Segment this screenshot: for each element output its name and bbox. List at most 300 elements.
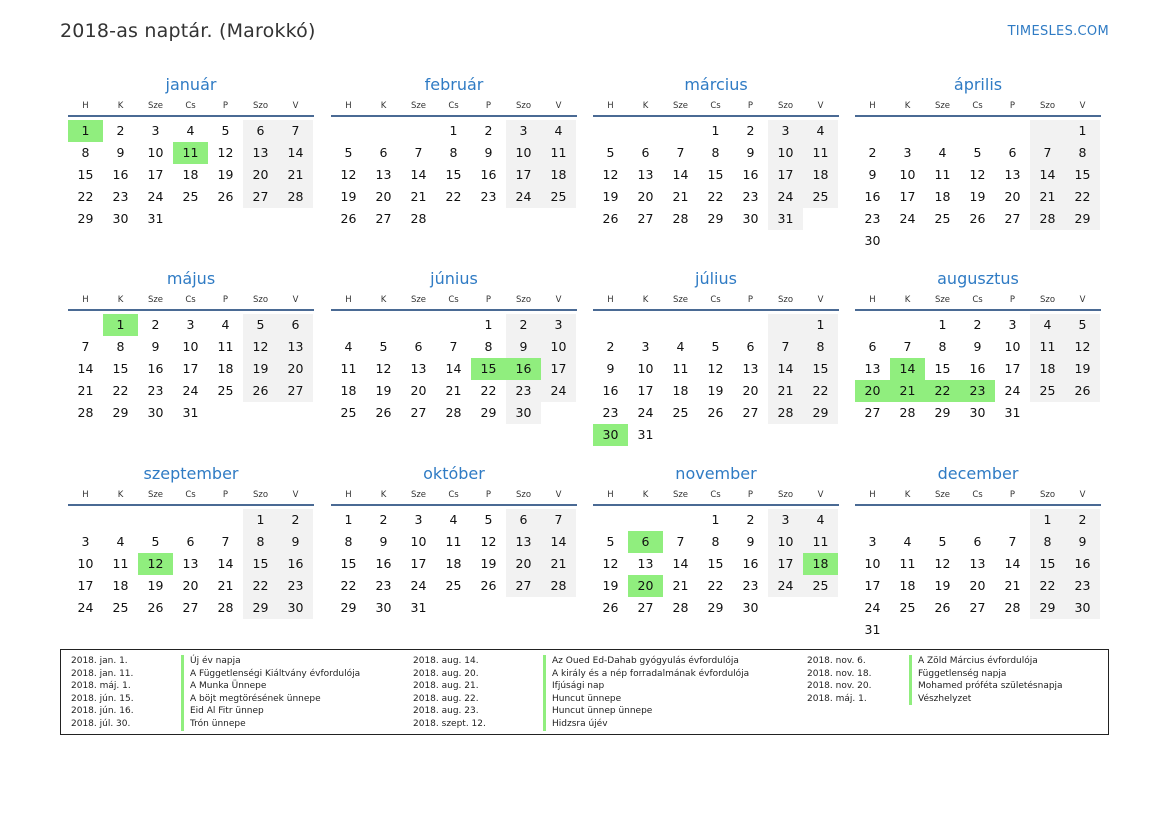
day-cell: 13 — [637, 556, 654, 571]
holiday-row — [413, 668, 749, 681]
day-cell: 9 — [379, 534, 388, 549]
day-cell: 18 — [182, 167, 199, 182]
month-name: október — [423, 464, 485, 483]
empty-day-cell — [960, 230, 995, 252]
day-cell: 2 — [868, 145, 877, 160]
day-cell: 22 — [340, 578, 357, 593]
day-cell: 30 — [506, 402, 541, 424]
day-cell: 13 — [410, 361, 427, 376]
weekday-label: Szo — [777, 490, 794, 500]
day-cell: 21 — [541, 553, 576, 575]
weekday-label: Cs — [972, 295, 983, 305]
day-cell: 8 — [484, 339, 493, 354]
weekday-header — [331, 486, 577, 506]
day-cell: 19 — [1065, 358, 1100, 380]
empty-day-cell — [925, 619, 960, 641]
day-cell: 12 — [1065, 336, 1100, 358]
empty-day-cell — [278, 208, 313, 230]
empty-day-cell — [138, 509, 173, 531]
day-cell: 10 — [506, 142, 541, 164]
weekday-label: H — [869, 101, 876, 111]
empty-day-cell — [698, 314, 733, 336]
weekday-label: V — [1079, 101, 1086, 111]
day-cell: 7 — [221, 534, 230, 549]
day-cell: 20 — [742, 383, 759, 398]
day-cell: 26 — [375, 405, 392, 420]
day-cell: 20 — [969, 578, 986, 593]
day-cell: 29 — [803, 402, 838, 424]
empty-day-cell — [890, 619, 925, 641]
day-cell: 17 — [506, 164, 541, 186]
day-cell: 25 — [182, 189, 199, 204]
weekday-label: K — [904, 490, 911, 500]
day-cell: 25 — [340, 405, 357, 420]
weekday-label: H — [82, 101, 89, 111]
day-cell: 3 — [1008, 317, 1017, 332]
weekday-label: Szo — [252, 490, 269, 500]
day-cell: 5 — [711, 339, 720, 354]
day-cell: 29 — [340, 600, 357, 615]
empty-day-cell — [628, 509, 663, 531]
weekday-label: K — [117, 101, 124, 111]
day-cell: 18 — [899, 578, 916, 593]
weekday-header — [68, 291, 314, 311]
day-grid — [68, 311, 314, 424]
weekday-label: H — [607, 101, 614, 111]
holiday-name: Trón ünnepe — [181, 718, 246, 731]
weekday-label: V — [292, 101, 299, 111]
day-cell: 5 — [973, 145, 982, 160]
day-cell: 16 — [480, 167, 497, 182]
day-cell: 26 — [217, 189, 234, 204]
day-cell: 25 — [899, 600, 916, 615]
day-cell: 3 — [541, 314, 576, 336]
weekday-label: V — [817, 101, 824, 111]
day-cell: 11 — [541, 142, 576, 164]
day-cell: 16 — [742, 556, 759, 571]
holiday-date: 2018. máj. 1. — [807, 693, 867, 704]
day-cell: 14 — [77, 361, 94, 376]
day-cell: 20 — [375, 189, 392, 204]
month-name: június — [430, 269, 478, 288]
day-cell: 29 — [707, 600, 724, 615]
empty-day-cell — [103, 509, 138, 531]
day-cell: 21 — [768, 380, 803, 402]
month-9 — [68, 463, 314, 619]
empty-day-cell — [1065, 619, 1100, 641]
day-cell: 1 — [938, 317, 947, 332]
day-cell: 6 — [278, 314, 313, 336]
day-cell: 26 — [147, 600, 164, 615]
weekday-label: K — [642, 295, 649, 305]
day-cell: 12 — [340, 167, 357, 182]
holiday-name: A Függetlenségi Kiáltvány évfordulója — [181, 668, 360, 681]
day-cell: 20 — [182, 578, 199, 593]
weekday-label: Szo — [252, 101, 269, 111]
holiday-date: 2018. nov. 18. — [807, 668, 872, 679]
empty-day-cell — [995, 509, 1030, 531]
day-cell: 12 — [934, 556, 951, 571]
month-5 — [68, 268, 314, 424]
weekday-label: Szo — [1039, 295, 1056, 305]
day-cell: 12 — [217, 145, 234, 160]
holiday-date: 2018. aug. 20. — [413, 668, 479, 679]
weekday-label: H — [345, 101, 352, 111]
month-name: február — [424, 75, 484, 94]
empty-day-cell — [208, 402, 243, 424]
day-cell: 7 — [541, 509, 576, 531]
empty-day-cell — [803, 597, 838, 619]
day-cell: 2 — [151, 317, 160, 332]
holiday-name: Huncut ünnepe — [543, 693, 621, 706]
holiday-list — [60, 649, 1109, 735]
day-cell: 2 — [484, 123, 493, 138]
day-cell: 9 — [606, 361, 615, 376]
day-cell: 5 — [221, 123, 230, 138]
day-cell: 4 — [903, 534, 912, 549]
empty-day-cell — [663, 509, 698, 531]
empty-day-cell — [1065, 230, 1100, 252]
weekday-header — [68, 486, 314, 506]
day-cell: 10 — [864, 556, 881, 571]
empty-day-cell — [331, 314, 366, 336]
day-cell: 22 — [803, 380, 838, 402]
brand-link[interactable]: TIMESLES.COM — [1007, 24, 1109, 39]
day-cell: 25 — [803, 575, 838, 597]
weekday-label: Cs — [710, 101, 721, 111]
day-cell: 22 — [925, 380, 960, 402]
day-cell: 11 — [173, 142, 208, 164]
empty-day-cell — [960, 120, 995, 142]
day-cell: 2 — [973, 317, 982, 332]
day-cell: 17 — [182, 361, 199, 376]
empty-day-cell — [68, 314, 103, 336]
day-cell: 8 — [1030, 531, 1065, 553]
day-cell: 5 — [151, 534, 160, 549]
day-cell: 16 — [278, 553, 313, 575]
empty-day-cell — [541, 208, 576, 230]
day-cell: 28 — [445, 405, 462, 420]
empty-day-cell — [541, 597, 576, 619]
day-cell: 3 — [768, 120, 803, 142]
day-cell: 15 — [445, 167, 462, 182]
empty-day-cell — [960, 509, 995, 531]
empty-day-cell — [803, 208, 838, 230]
day-cell: 27 — [864, 405, 881, 420]
empty-day-cell — [890, 120, 925, 142]
month-name: augusztus — [937, 269, 1019, 288]
day-cell: 29 — [1065, 208, 1100, 230]
empty-day-cell — [768, 424, 803, 446]
weekday-label: Szo — [1039, 490, 1056, 500]
weekday-label: H — [607, 490, 614, 500]
weekday-label: H — [345, 295, 352, 305]
weekday-label: Sze — [934, 490, 951, 500]
day-cell: 15 — [707, 556, 724, 571]
day-cell: 13 — [637, 167, 654, 182]
day-cell: 24 — [1004, 383, 1021, 398]
day-cell: 30 — [742, 600, 759, 615]
day-cell: 3 — [186, 317, 195, 332]
day-cell: 10 — [1004, 339, 1021, 354]
weekday-label: H — [869, 295, 876, 305]
day-cell: 19 — [375, 383, 392, 398]
weekday-label: K — [117, 490, 124, 500]
day-cell: 3 — [506, 120, 541, 142]
weekday-header — [68, 97, 314, 117]
month-10 — [331, 463, 577, 619]
holiday-date: 2018. jan. 1. — [71, 656, 128, 666]
holiday-row — [807, 693, 1063, 706]
day-cell: 5 — [938, 534, 947, 549]
day-cell: 13 — [969, 556, 986, 571]
day-cell: 26 — [243, 380, 278, 402]
weekday-label: P — [222, 101, 229, 111]
day-cell: 24 — [864, 600, 881, 615]
day-cell: 6 — [746, 339, 755, 354]
day-cell: 25 — [934, 211, 951, 226]
weekday-label: V — [817, 490, 824, 500]
weekday-label: Szo — [777, 295, 794, 305]
day-cell: 6 — [868, 339, 877, 354]
weekday-label: H — [345, 490, 352, 500]
holiday-date: 2018. júl. 30. — [71, 718, 131, 729]
day-cell: 27 — [506, 575, 541, 597]
month-name: január — [165, 75, 217, 94]
day-cell: 23 — [480, 189, 497, 204]
day-cell: 16 — [864, 189, 881, 204]
day-cell: 25 — [112, 600, 129, 615]
day-cell: 13 — [742, 361, 759, 376]
day-cell: 18 — [340, 383, 357, 398]
month-7 — [593, 268, 839, 446]
day-cell: 20 — [278, 358, 313, 380]
day-cell: 4 — [938, 145, 947, 160]
day-cell: 30 — [147, 405, 164, 420]
weekday-label: K — [642, 101, 649, 111]
day-cell: 7 — [278, 120, 313, 142]
day-cell: 13 — [864, 361, 881, 376]
day-cell: 10 — [147, 145, 164, 160]
day-cell: 1 — [711, 123, 720, 138]
day-cell: 2 — [506, 314, 541, 336]
day-cell: 14 — [217, 556, 234, 571]
day-cell: 9 — [506, 336, 541, 358]
day-cell: 24 — [541, 380, 576, 402]
day-cell: 3 — [414, 512, 423, 527]
weekday-header — [593, 97, 839, 117]
day-cell: 28 — [541, 575, 576, 597]
day-cell: 28 — [1004, 600, 1021, 615]
day-cell: 11 — [217, 339, 234, 354]
day-cell: 13 — [375, 167, 392, 182]
day-cell: 17 — [77, 578, 94, 593]
day-cell: 21 — [1004, 578, 1021, 593]
empty-day-cell — [733, 424, 768, 446]
empty-day-cell — [243, 208, 278, 230]
day-cell: 21 — [217, 578, 234, 593]
holiday-name: A király és a nép forradalmának évfordulója — [543, 668, 749, 681]
day-cell: 19 — [602, 189, 619, 204]
empty-day-cell — [1030, 402, 1065, 424]
day-cell: 23 — [1065, 575, 1100, 597]
day-cell: 19 — [480, 556, 497, 571]
month-name: december — [937, 464, 1019, 483]
day-cell: 14 — [1004, 556, 1021, 571]
day-cell: 15 — [112, 361, 129, 376]
day-cell: 3 — [641, 339, 650, 354]
day-cell: 19 — [243, 358, 278, 380]
day-cell: 6 — [628, 531, 663, 553]
day-cell: 23 — [602, 405, 619, 420]
day-cell: 13 — [1004, 167, 1021, 182]
day-cell: 8 — [938, 339, 947, 354]
holiday-date: 2018. máj. 1. — [71, 681, 131, 692]
day-cell: 11 — [1030, 336, 1065, 358]
empty-day-cell — [436, 597, 471, 619]
day-cell: 29 — [707, 211, 724, 226]
day-cell: 21 — [672, 578, 689, 593]
empty-day-cell — [173, 208, 208, 230]
day-grid — [855, 311, 1101, 424]
empty-day-cell — [243, 402, 278, 424]
day-cell: 18 — [217, 361, 234, 376]
month-12 — [855, 463, 1101, 641]
day-cell: 26 — [480, 578, 497, 593]
day-cell: 28 — [410, 211, 427, 226]
day-cell: 20 — [410, 383, 427, 398]
day-cell: 26 — [969, 211, 986, 226]
day-cell: 27 — [243, 186, 278, 208]
day-cell: 19 — [934, 578, 951, 593]
day-cell: 12 — [969, 167, 986, 182]
day-cell: 14 — [410, 167, 427, 182]
weekday-header — [593, 291, 839, 311]
day-cell: 25 — [445, 578, 462, 593]
holiday-date: 2018. nov. 20. — [807, 681, 872, 692]
day-cell: 15 — [77, 167, 94, 182]
day-cell: 11 — [445, 534, 462, 549]
day-cell: 18 — [672, 383, 689, 398]
day-cell: 25 — [672, 405, 689, 420]
day-cell: 9 — [116, 145, 125, 160]
day-cell: 14 — [672, 556, 689, 571]
empty-day-cell — [541, 402, 576, 424]
day-cell: 3 — [868, 534, 877, 549]
holiday-name: A Munka Ünnepe — [181, 680, 266, 693]
empty-day-cell — [995, 230, 1030, 252]
weekday-label: P — [222, 295, 229, 305]
weekday-label: Sze — [147, 101, 164, 111]
day-cell: 11 — [340, 361, 357, 376]
day-cell: 12 — [707, 361, 724, 376]
day-cell: 7 — [1030, 142, 1065, 164]
weekday-header — [855, 486, 1101, 506]
day-cell: 27 — [969, 600, 986, 615]
month-1 — [68, 74, 314, 230]
holiday-row — [413, 680, 749, 693]
day-cell: 5 — [606, 145, 615, 160]
holiday-row — [807, 655, 1063, 668]
day-cell: 10 — [541, 336, 576, 358]
day-cell: 2 — [278, 509, 313, 531]
weekday-label: Cs — [185, 295, 196, 305]
month-name: március — [684, 75, 748, 94]
weekday-label: P — [1009, 295, 1016, 305]
weekday-label: Szo — [252, 295, 269, 305]
empty-day-cell — [925, 120, 960, 142]
holiday-row — [71, 705, 360, 718]
empty-day-cell — [506, 597, 541, 619]
page-title: 2018-as naptár. (Marokkó) — [60, 20, 316, 42]
day-cell: 4 — [186, 123, 195, 138]
day-cell: 12 — [243, 336, 278, 358]
holiday-name: A Zöld Március évfordulója — [909, 655, 1038, 668]
day-cell: 6 — [641, 145, 650, 160]
day-cell: 21 — [77, 383, 94, 398]
day-cell: 22 — [445, 189, 462, 204]
holiday-row — [71, 680, 360, 693]
weekday-label: P — [747, 295, 754, 305]
day-cell: 4 — [116, 534, 125, 549]
day-cell: 8 — [243, 531, 278, 553]
day-cell: 23 — [864, 211, 881, 226]
weekday-label: Cs — [972, 101, 983, 111]
day-cell: 10 — [768, 531, 803, 553]
day-cell: 15 — [803, 358, 838, 380]
holiday-row — [71, 718, 360, 731]
weekday-label: P — [222, 490, 229, 500]
day-cell: 1 — [803, 314, 838, 336]
day-cell: 8 — [344, 534, 353, 549]
day-cell: 15 — [243, 553, 278, 575]
day-cell: 11 — [899, 556, 916, 571]
day-cell: 2 — [1065, 509, 1100, 531]
day-cell: 31 — [637, 427, 654, 442]
weekday-label: K — [904, 295, 911, 305]
day-cell: 11 — [112, 556, 129, 571]
weekday-label: Cs — [448, 101, 459, 111]
day-cell: 24 — [410, 578, 427, 593]
day-cell: 28 — [768, 402, 803, 424]
day-cell: 4 — [541, 120, 576, 142]
day-cell: 9 — [484, 145, 493, 160]
day-cell: 13 — [182, 556, 199, 571]
holiday-row — [807, 668, 1063, 681]
day-cell: 18 — [934, 189, 951, 204]
day-cell: 6 — [973, 534, 982, 549]
day-cell: 14 — [541, 531, 576, 553]
day-cell: 20 — [855, 380, 890, 402]
day-cell: 22 — [707, 578, 724, 593]
empty-day-cell — [1030, 230, 1065, 252]
empty-day-cell — [1030, 619, 1065, 641]
day-cell: 20 — [243, 164, 278, 186]
empty-day-cell — [208, 509, 243, 531]
day-cell: 23 — [278, 575, 313, 597]
day-cell: 25 — [217, 383, 234, 398]
day-cell: 30 — [969, 405, 986, 420]
weekday-label: Cs — [448, 295, 459, 305]
day-grid — [593, 311, 839, 446]
day-grid — [331, 506, 577, 619]
holiday-name: Eid Al Fitr ünnep — [181, 705, 264, 718]
weekday-label: Sze — [147, 490, 164, 500]
weekday-label: V — [1079, 490, 1086, 500]
day-cell: 15 — [471, 358, 506, 380]
empty-day-cell — [768, 314, 803, 336]
holiday-row — [413, 655, 749, 668]
